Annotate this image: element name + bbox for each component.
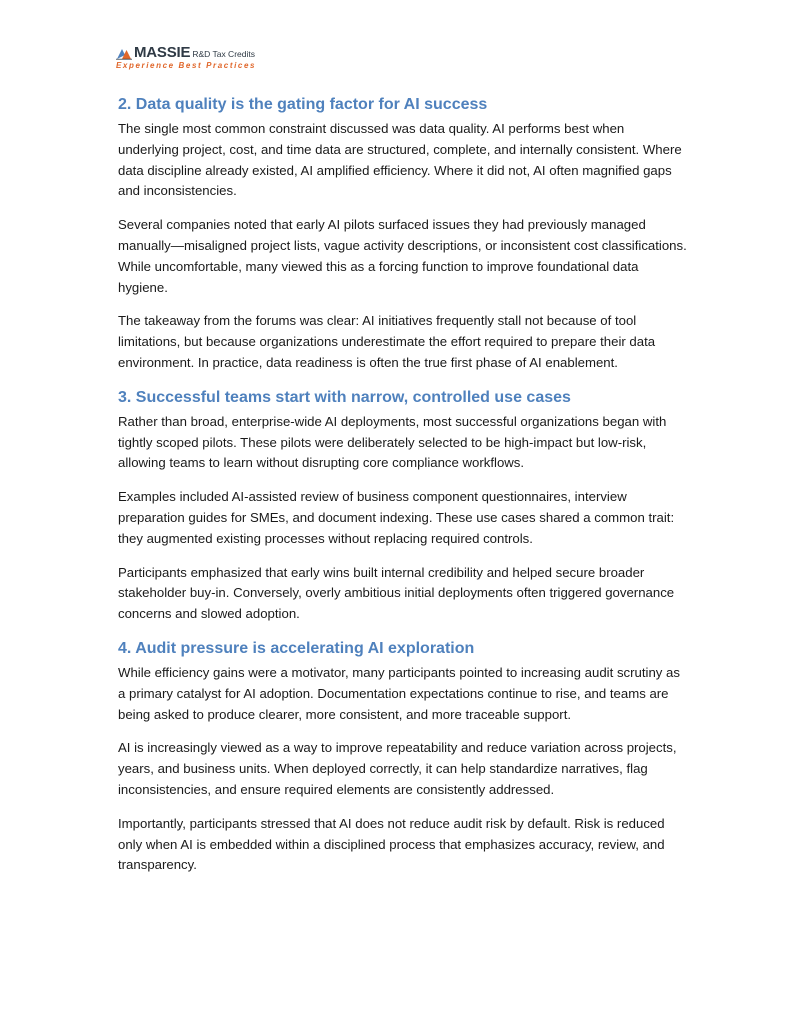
paragraph: The takeaway from the forums was clear: AI initiatives frequently stall not because of tool limitations, but because organizations underestimate the effort required to prepare their data environment. In practice, data readiness is often the true first phase of AI enablement. <box>118 313 656 370</box>
logo-tagline: Experience Best Practices <box>116 61 257 70</box>
paragraph: The single most common constraint discussed was data quality. AI performs best when underlying project, cost, and time data are structured, complete, and internally consistent. Where data discipline already existed, AI amplified efficiency. Where it did not, AI often magnified gaps and inconsistencies. <box>118 121 682 199</box>
section-narrow-use-cases <box>118 387 688 625</box>
section-heading: 4. Audit pressure is accelerating AI exploration <box>118 639 475 657</box>
paragraph: Participants emphasized that early wins built internal credibility and helped secure broader stakeholder buy-in. Conversely, overly ambitious initial deployments often triggered governance concerns and slowed adoption. <box>118 564 675 622</box>
section-heading: 2. Data quality is the gating factor for AI success <box>118 96 488 113</box>
paragraph: AI is increasingly viewed as a way to improve repeatability and reduce variation across projects, years, and business units. When deployed correctly, it can help standardize narratives, flag inconsistencies, and ensure required elements are consistently addressed. <box>118 740 677 797</box>
paragraph: Importantly, participants stressed that AI does not reduce audit risk by default. Risk is reduced only when AI is embedded within a disciplined process that emphasizes accuracy, review, and transparency. <box>118 815 665 873</box>
section-heading: 3. Successful teams start with narrow, controlled use cases <box>118 388 571 406</box>
document-content <box>118 94 688 889</box>
paragraph: Rather than broad, enterprise-wide AI deployments, most successful organizations began with tightly scoped pilots. These pilots were deliberately selected to be high-impact but low-risk, allowing teams to learn without disrupting core compliance workflows. <box>118 413 667 471</box>
section-data-quality <box>118 94 688 374</box>
logo-mark-icon <box>116 46 132 60</box>
logo-row <box>116 44 256 60</box>
paragraph: Several companies noted that early AI pilots surfaced issues they had previously managed manually—misaligned project lists, vague activity descriptions, or inconsistent cost classifications. While uncomfortable, many viewed this as a forcing function to improve foundational data hygiene. <box>118 217 687 295</box>
logo-subtitle: R&D Tax Credits <box>192 49 255 59</box>
paragraph: Examples included AI-assisted review of business component questionnaires, interview preparation guides for SMEs, and document indexing. These use cases shared a common trait: they augmented existing processes without replacing required controls. <box>118 489 675 546</box>
section-audit-pressure <box>118 638 688 876</box>
paragraph: While efficiency gains were a motivator, many participants pointed to increasing audit scrutiny as a primary catalyst for AI adoption. Documentation expectations continue to rise, and teams are being asked to produce clearer, more consistent, and more traceable support. <box>118 664 680 722</box>
company-logo <box>116 44 256 72</box>
logo-name: MASSIE <box>134 44 191 61</box>
